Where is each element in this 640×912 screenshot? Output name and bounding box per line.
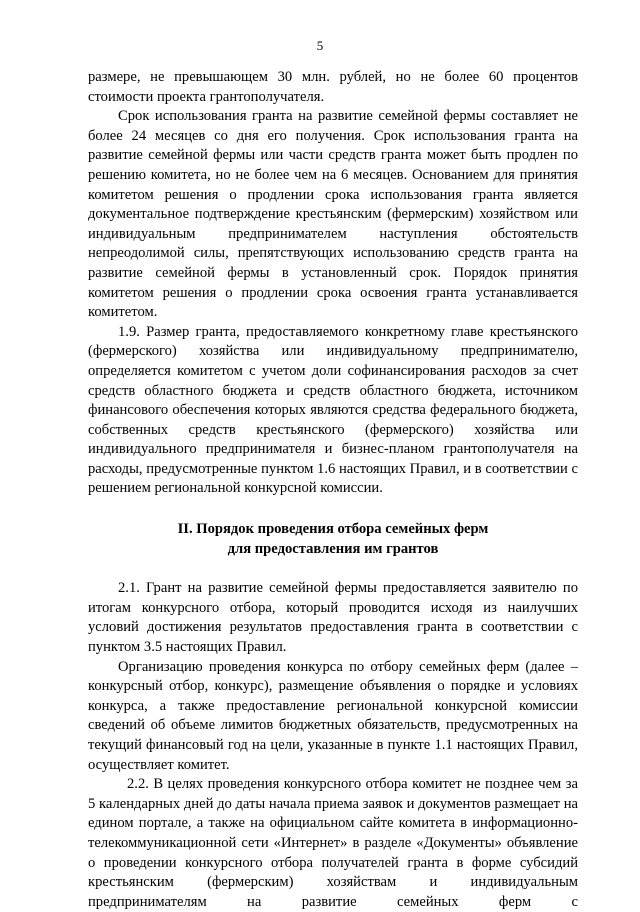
spacer (88, 559, 578, 579)
paragraph-2-2-announcement: 2.2. В целях проведения конкурсного отбора комитет не позднее чем за 5 календарных дней до даты начала приема заявок и документов размещает на едином портале, а также на официальном сайте комитета в информационно-телекоммуникационной сети «Интернет» в разделе «Документы» объявление о проведении конкурсного отбора получателей гранта в форме субсидий крестьянским (фермерским) хозяйствам и индивидуальным предпринимателям на развитие семейных ферм с (88, 776, 578, 910)
spacer (88, 499, 578, 520)
section-heading-line-1: II. Порядок проведения отбора семейных ферм (177, 521, 489, 538)
page-number: 5 (316, 38, 324, 53)
document-body (88, 68, 578, 912)
paragraph-1-9-grant-size: 1.9. Размер гранта, предоставляемого конкретному главе крестьянского (фермерского) хозяйства или индивидуальному предпринимателю, определяется комитетом с учетом доли софинансирования расходов за счет средств областного бюджета и средств областного бюджета, источником финансового обеспечения которых являются средства федерального бюджета, собственных средств крестьянского (фермерского) хозяйства или индивидуального предпринимателя и бизнес-планом грантополучателя на расходы, предусмотренные пунктом 1.6 настоящих Правил, и в соответствии с решением региональной конкурсной комиссии. (88, 323, 578, 497)
paragraph-competition-organization: Организацию проведения конкурса по отбору семейных ферм (далее – конкурсный отбор, конкурс), размещение объявления о порядке и условиях конкурса, а также предоставление региональной конкурсной комиссии сведений об объеме лимитов бюджетных обязательств, предусмотренных на текущий финансовый год на цели, указанные в пункте 1.1 настоящих Правил, осуществляет комитет. (88, 658, 578, 773)
paragraph-grant-term: Срок использования гранта на развитие семейной фермы составляет не более 24 месяцев со дня его получения. Срок использования гранта на развитие семейной фермы или части средств гранта может быть продлен по решению комитета, но не более чем на 6 месяцев. Основанием для принятия комитетом решения о продлении срока использования гранта является документальное подтверждение крестьянским (фермерским) хозяйством или индивидуальным предпринимателем наступления обстоятельств непреодолимой силы, препятствующих использованию средств гранта на развитие семейной фермы в установленный срок. Порядок принятия комитетом решения о продлении срока освоения гранта устанавливается комитетом. (88, 108, 578, 321)
section-heading-line-2: для предоставления им грантов (227, 540, 439, 557)
paragraph-2-1-competitive-selection: 2.1. Грант на развитие семейной фермы предоставляется заявителю по итогам конкурсного отбора, который проводится исходя из наилучших условий достижения результатов предоставления гранта в соответствии с пунктом 3.5 настоящих Правил. (88, 580, 578, 656)
paragraph-grant-amount-end: размере, не превышающем 30 млн. рублей, но не более 60 процентов стоимости проекта грантополучателя. (88, 69, 578, 105)
